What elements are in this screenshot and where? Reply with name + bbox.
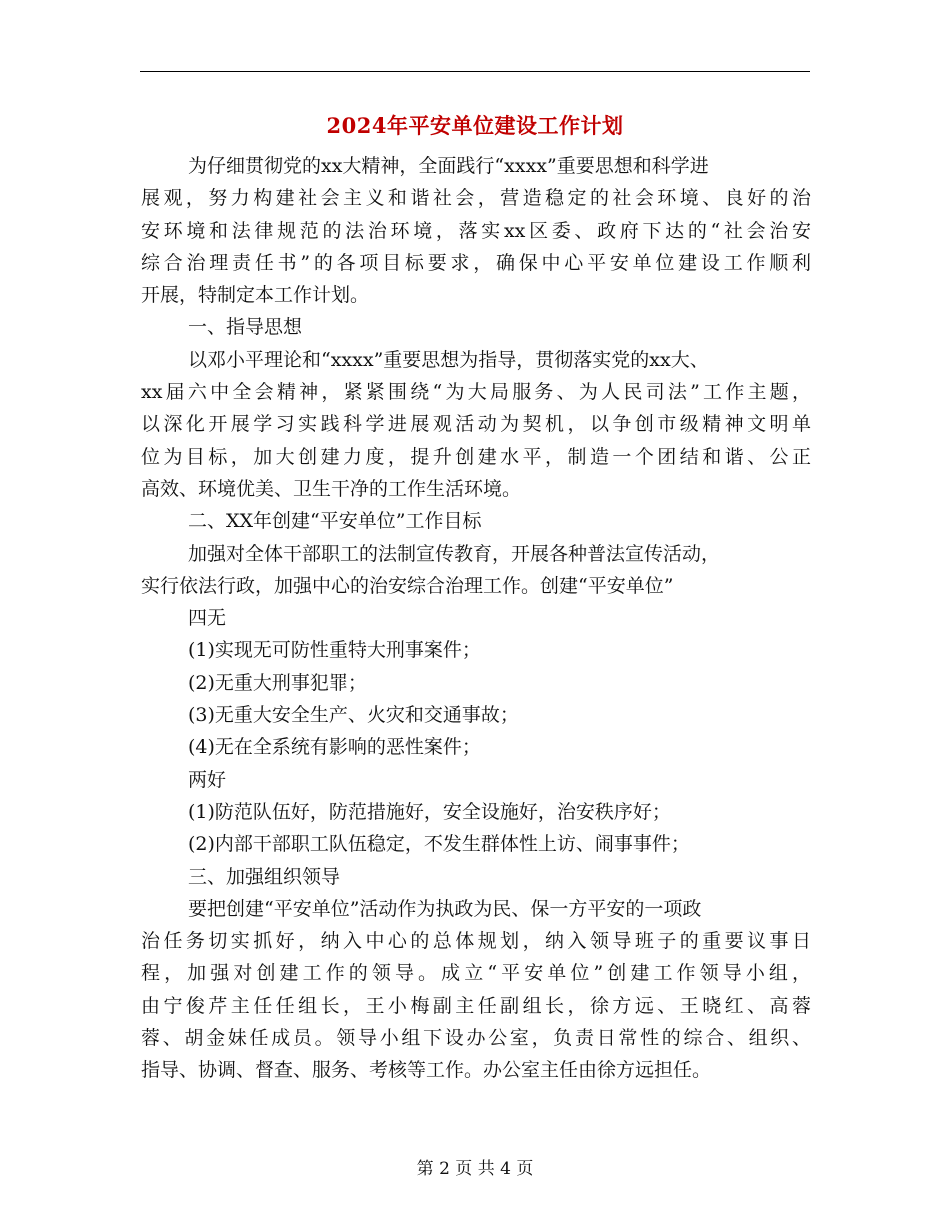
paragraph-line: 以邓小平理论和“xxxx”重要思想为指导，贯彻落实党的xx大、 [188,348,709,371]
page-number: 第 2 页 共 4 页 [416,1159,534,1179]
paragraph-line: 程，加强对创建工作的领导。成立“平安单位”创建工作领导小组， [141,962,811,985]
section-heading: 三、加强组织领导 [188,865,341,888]
section-heading: 二、XX年创建“平安单位”工作目标 [188,510,482,533]
section-heading: 一、指导思想 [188,316,303,339]
document-title: 2024年平安单位建设工作计划 [326,113,624,138]
paragraph-line: 指导、协调、督查、服务、考核等工作。办公室主任由徐方远担任。 [141,1059,712,1082]
header-rule [140,71,810,72]
list-item: (2)无重大刑事犯罪； [188,671,367,694]
list-item: (4)无在全系统有影响的恶性案件； [188,736,481,759]
paragraph-line: 位为目标，加大创建力度，提升创建水平，制造一个团结和谐、公正 [141,445,811,468]
paragraph-line: 综合治理责任书”的各项目标要求，确保中心平安单位建设工作顺利 [141,251,811,274]
paragraph-line: 开展，特制定本工作计划。 [141,284,370,307]
list-item: (1)防范队伍好，防范措施好，安全设施好，治安秩序好； [188,800,671,823]
paragraph-line: 高效、环境优美、卫生干净的工作生活环境。 [141,477,522,500]
paragraph-line: 实行依法行政，加强中心的治安综合治理工作。创建“平安单位” [141,574,674,597]
paragraph-line: 为仔细贯彻党的xx大精神，全面践行“xxxx”重要思想和科学进 [188,155,709,177]
paragraph-line: 展观，努力构建社会主义和谐社会，营造稳定的社会环境、良好的治 [141,187,811,210]
list-item: (3)无重大安全生产、火灾和交通事故； [188,704,519,727]
paragraph-line: 安环境和法律规范的法治环境，落实xx区委、政府下达的“社会治安 [141,219,811,242]
list-item: (1)实现无可防性重特大刑事案件； [188,639,481,662]
document-body [141,150,811,1087]
paragraph-line: 由宁俊芹主任任组长，王小梅副主任副组长，徐方远、王晓红、高蓉 [141,994,811,1017]
paragraph-line: xx届六中全会精神，紧紧围绕“为大局服务、为人民司法”工作主题， [141,381,811,404]
paragraph-line: 加强对全体干部职工的法制宣传教育，开展各种普法宣传活动， [188,542,721,565]
paragraph-line: 治任务切实抓好，纳入中心的总体规划，纳入领导班子的重要议事日 [141,930,811,953]
list-heading: 四无 [188,607,227,630]
paragraph-line: 蓉、胡金妹任成员。领导小组下设办公室，负责日常性的综合、组织、 [141,1027,811,1050]
list-item: (2)内部干部职工队伍稳定，不发生群体性上访、闹事事件； [188,833,690,856]
list-heading: 两好 [188,768,227,791]
paragraph-line: 以深化开展学习实践科学进展观活动为契机，以争创市级精神文明单 [141,413,811,436]
paragraph-line: 要把创建“平安单位”活动作为执政为民、保一方平安的一项政 [188,897,702,920]
